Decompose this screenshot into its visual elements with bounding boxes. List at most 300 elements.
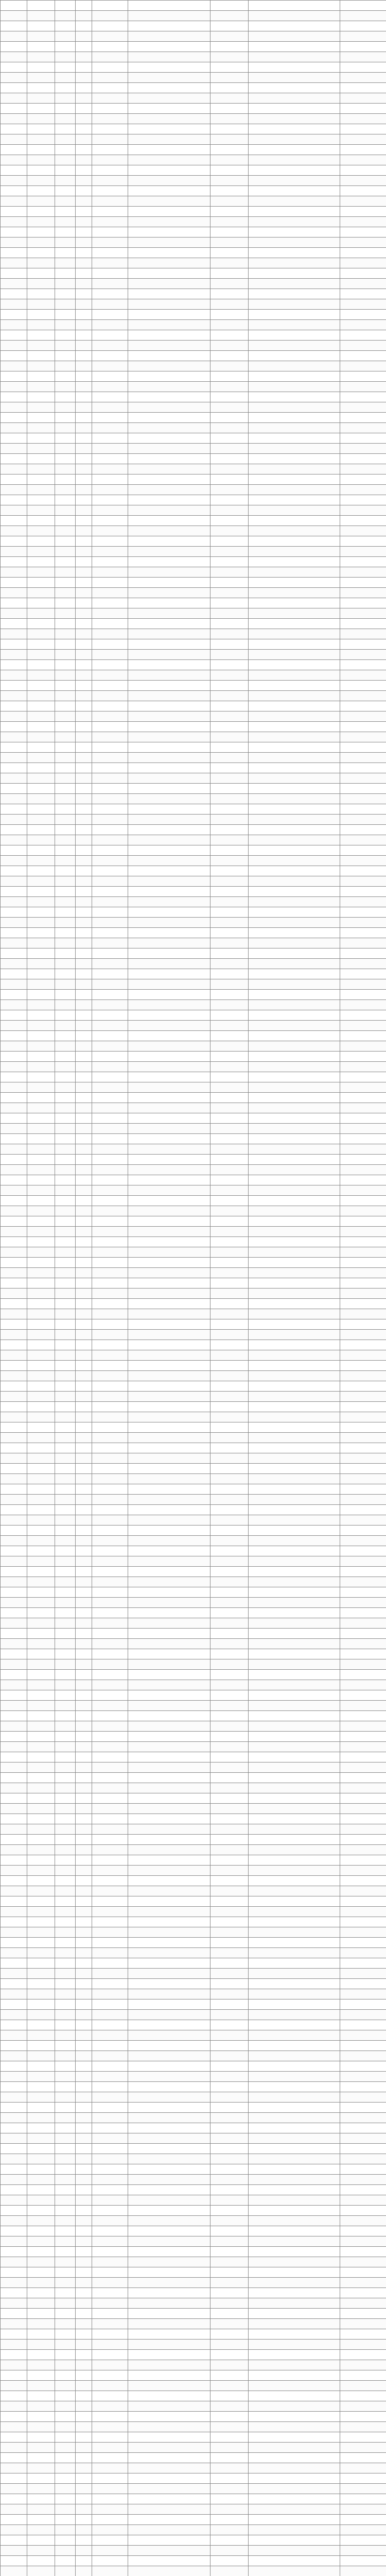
year-cell — [55, 742, 76, 753]
village-cell — [210, 104, 249, 114]
category-cell — [249, 2381, 340, 2391]
district-cell — [27, 567, 55, 578]
year-cell — [55, 1464, 76, 1474]
category-cell — [249, 268, 340, 279]
record-no-cell — [1, 341, 27, 351]
record-no-cell — [1, 1124, 27, 1134]
table-row — [1, 1464, 386, 1474]
name-cell — [92, 1453, 128, 1464]
category-cell — [249, 1247, 340, 1258]
category-cell — [249, 433, 340, 444]
amount-cell — [340, 2288, 386, 2298]
id-number-cell — [128, 794, 210, 804]
district-cell — [27, 2072, 55, 2082]
year-cell — [55, 691, 76, 701]
year-cell — [55, 1608, 76, 1618]
year-cell — [55, 1474, 76, 1484]
table-row — [1, 1546, 386, 1556]
table-row — [1, 1361, 386, 1371]
amount-cell — [340, 1309, 386, 1319]
code-cell — [76, 1876, 92, 1886]
village-cell — [210, 2288, 249, 2298]
village-cell — [210, 2278, 249, 2288]
category-cell — [249, 825, 340, 835]
code-cell — [76, 1484, 92, 1495]
amount-cell — [340, 619, 386, 629]
village-cell — [210, 1835, 249, 1845]
code-cell — [76, 2432, 92, 2443]
code-cell — [76, 2401, 92, 2412]
id-number-cell — [128, 1938, 210, 1948]
district-cell — [27, 1917, 55, 1927]
district-cell — [27, 2195, 55, 2206]
district-cell — [27, 505, 55, 516]
name-cell — [92, 42, 128, 52]
amount-cell — [340, 1237, 386, 1247]
name-cell — [92, 2020, 128, 2030]
table-row — [1, 1969, 386, 1979]
category-cell — [249, 2061, 340, 2072]
category-cell — [249, 1196, 340, 1206]
record-no-cell — [1, 1907, 27, 1917]
record-no-cell — [1, 1453, 27, 1464]
name-cell — [92, 2432, 128, 2443]
record-no-cell — [1, 134, 27, 145]
district-cell — [27, 2298, 55, 2309]
name-cell — [92, 2391, 128, 2401]
village-cell — [210, 1031, 249, 1041]
district-cell — [27, 1165, 55, 1175]
table-row — [1, 598, 386, 608]
year-cell — [55, 753, 76, 763]
amount-cell — [340, 928, 386, 938]
name-cell — [92, 1989, 128, 1999]
id-number-cell — [128, 2443, 210, 2453]
village-cell — [210, 1886, 249, 1896]
year-cell — [55, 2267, 76, 2278]
id-number-cell — [128, 578, 210, 588]
name-cell — [92, 1216, 128, 1227]
amount-cell — [340, 660, 386, 670]
amount-cell — [340, 2236, 386, 2247]
code-cell — [76, 2103, 92, 2113]
category-cell — [249, 804, 340, 815]
amount-cell — [340, 1278, 386, 1289]
district-cell — [27, 2515, 55, 2525]
name-cell — [92, 1742, 128, 1752]
amount-cell — [340, 1155, 386, 1165]
id-number-cell — [128, 1948, 210, 1958]
record-no-cell — [1, 2288, 27, 2298]
name-cell — [92, 1350, 128, 1361]
district-cell — [27, 1021, 55, 1031]
district-cell — [27, 2092, 55, 2103]
table-row — [1, 815, 386, 825]
name-cell — [92, 516, 128, 526]
category-cell — [249, 1443, 340, 1453]
year-cell — [55, 804, 76, 815]
amount-cell — [340, 1340, 386, 1350]
name-cell — [92, 2288, 128, 2298]
record-no-cell — [1, 1505, 27, 1515]
record-no-cell — [1, 1371, 27, 1381]
category-cell — [249, 2453, 340, 2463]
id-number-cell — [128, 1319, 210, 1330]
category-cell — [249, 2515, 340, 2525]
record-no-cell — [1, 207, 27, 217]
village-cell — [210, 2298, 249, 2309]
village-cell — [210, 1536, 249, 1546]
record-no-cell — [1, 330, 27, 341]
village-cell — [210, 979, 249, 990]
village-cell — [210, 1938, 249, 1948]
table-row — [1, 1505, 386, 1515]
year-cell — [55, 732, 76, 742]
village-cell — [210, 42, 249, 52]
village-cell — [210, 536, 249, 547]
table-row — [1, 93, 386, 104]
amount-cell — [340, 2473, 386, 2484]
id-number-cell — [128, 2401, 210, 2412]
table-row — [1, 557, 386, 567]
name-cell — [92, 495, 128, 505]
amount-cell — [340, 1804, 386, 1814]
amount-cell — [340, 1392, 386, 1402]
record-no-cell — [1, 1185, 27, 1196]
code-cell — [76, 608, 92, 619]
code-cell — [76, 1639, 92, 1649]
record-no-cell — [1, 93, 27, 104]
id-number-cell — [128, 485, 210, 495]
year-cell — [55, 1845, 76, 1855]
record-no-cell — [1, 722, 27, 732]
record-no-cell — [1, 1165, 27, 1175]
village-cell — [210, 114, 249, 124]
name-cell — [92, 2144, 128, 2154]
amount-cell — [340, 2123, 386, 2133]
name-cell — [92, 1041, 128, 1052]
code-cell — [76, 1969, 92, 1979]
village-cell — [210, 2422, 249, 2432]
village-cell — [210, 2123, 249, 2133]
amount-cell — [340, 2195, 386, 2206]
table-row — [1, 784, 386, 794]
category-cell — [249, 134, 340, 145]
id-number-cell — [128, 2535, 210, 2546]
code-cell — [76, 134, 92, 145]
amount-cell — [340, 1072, 386, 1082]
category-cell — [249, 1185, 340, 1196]
name-cell — [92, 691, 128, 701]
name-cell — [92, 1371, 128, 1381]
table-row — [1, 2350, 386, 2360]
district-cell — [27, 2370, 55, 2381]
code-cell — [76, 2288, 92, 2298]
village-cell — [210, 1618, 249, 1629]
table-row — [1, 1247, 386, 1258]
record-no-cell — [1, 2267, 27, 2278]
amount-cell — [340, 1762, 386, 1773]
village-cell — [210, 1608, 249, 1618]
id-number-cell — [128, 1670, 210, 1680]
code-cell — [76, 2484, 92, 2494]
district-cell — [27, 1979, 55, 1989]
id-number-cell — [128, 907, 210, 918]
table-row — [1, 1392, 386, 1402]
district-cell — [27, 639, 55, 650]
year-cell — [55, 784, 76, 794]
amount-cell — [340, 1206, 386, 1216]
table-row — [1, 1103, 386, 1113]
record-no-cell — [1, 1835, 27, 1845]
category-cell — [249, 1546, 340, 1556]
name-cell — [92, 1958, 128, 1969]
record-no-cell — [1, 691, 27, 701]
table-row — [1, 2432, 386, 2443]
village-cell — [210, 1742, 249, 1752]
id-number-cell — [128, 2329, 210, 2340]
table-row — [1, 320, 386, 330]
village-cell — [210, 2267, 249, 2278]
record-no-cell — [1, 1515, 27, 1526]
year-cell — [55, 2154, 76, 2164]
code-cell — [76, 2154, 92, 2164]
village-cell — [210, 1185, 249, 1196]
district-cell — [27, 1392, 55, 1402]
category-cell — [249, 2185, 340, 2195]
amount-cell — [340, 1639, 386, 1649]
amount-cell — [340, 918, 386, 928]
village-cell — [210, 1062, 249, 1072]
district-cell — [27, 1412, 55, 1422]
record-no-cell — [1, 21, 27, 31]
year-cell — [55, 1165, 76, 1175]
code-cell — [76, 2123, 92, 2133]
district-cell — [27, 1546, 55, 1556]
id-number-cell — [128, 2370, 210, 2381]
id-number-cell — [128, 1041, 210, 1052]
year-cell — [55, 536, 76, 547]
village-cell — [210, 1629, 249, 1639]
category-cell — [249, 711, 340, 722]
code-cell — [76, 2144, 92, 2154]
year-cell — [55, 382, 76, 392]
code-cell — [76, 1886, 92, 1896]
id-number-cell — [128, 52, 210, 62]
table-row — [1, 1371, 386, 1381]
code-cell — [76, 1175, 92, 1185]
amount-cell — [340, 753, 386, 763]
village-cell — [210, 773, 249, 784]
id-number-cell — [128, 722, 210, 732]
category-cell — [249, 1474, 340, 1484]
name-cell — [92, 1, 128, 11]
code-cell — [76, 1989, 92, 1999]
name-cell — [92, 1855, 128, 1866]
category-cell — [249, 2113, 340, 2123]
amount-cell — [340, 1103, 386, 1113]
name-cell — [92, 124, 128, 134]
year-cell — [55, 2041, 76, 2051]
table-row — [1, 1824, 386, 1835]
record-no-cell — [1, 2030, 27, 2041]
table-row — [1, 134, 386, 145]
year-cell — [55, 1299, 76, 1309]
category-cell — [249, 2020, 340, 2030]
district-cell — [27, 1969, 55, 1979]
district-cell — [27, 1422, 55, 1433]
amount-cell — [340, 526, 386, 536]
village-cell — [210, 1278, 249, 1289]
village-cell — [210, 701, 249, 711]
code-cell — [76, 526, 92, 536]
code-cell — [76, 2319, 92, 2329]
record-no-cell — [1, 217, 27, 227]
code-cell — [76, 1206, 92, 1216]
year-cell — [55, 1659, 76, 1670]
table-row — [1, 959, 386, 969]
category-cell — [249, 2422, 340, 2432]
table-row — [1, 1278, 386, 1289]
category-cell — [249, 2030, 340, 2041]
table-row — [1, 918, 386, 928]
code-cell — [76, 1948, 92, 1958]
record-no-cell — [1, 1464, 27, 1474]
district-cell — [27, 2556, 55, 2566]
code-cell — [76, 392, 92, 402]
district-cell — [27, 268, 55, 279]
name-cell — [92, 1175, 128, 1185]
record-no-cell — [1, 1876, 27, 1886]
district-cell — [27, 1587, 55, 1598]
name-cell — [92, 1330, 128, 1340]
category-cell — [249, 1814, 340, 1824]
table-row — [1, 21, 386, 31]
id-number-cell — [128, 887, 210, 897]
table-row — [1, 1309, 386, 1319]
name-cell — [92, 2103, 128, 2113]
id-number-cell — [128, 413, 210, 423]
year-cell — [55, 1989, 76, 1999]
year-cell — [55, 2432, 76, 2443]
amount-cell — [340, 268, 386, 279]
year-cell — [55, 392, 76, 402]
table-row — [1, 650, 386, 660]
category-cell — [249, 979, 340, 990]
village-cell — [210, 2061, 249, 2072]
amount-cell — [340, 1556, 386, 1567]
table-row — [1, 289, 386, 299]
category-cell — [249, 423, 340, 433]
category-cell — [249, 1742, 340, 1752]
amount-cell — [340, 2144, 386, 2154]
name-cell — [92, 1680, 128, 1690]
amount-cell — [340, 876, 386, 887]
code-cell — [76, 773, 92, 784]
table-row — [1, 701, 386, 711]
record-no-cell — [1, 784, 27, 794]
village-cell — [210, 1515, 249, 1526]
district-cell — [27, 2463, 55, 2473]
table-row — [1, 2298, 386, 2309]
category-cell — [249, 1124, 340, 1134]
amount-cell — [340, 1701, 386, 1711]
record-no-cell — [1, 145, 27, 155]
record-no-cell — [1, 2298, 27, 2309]
amount-cell — [340, 2020, 386, 2030]
year-cell — [55, 1907, 76, 1917]
name-cell — [92, 742, 128, 753]
village-cell — [210, 722, 249, 732]
village-cell — [210, 567, 249, 578]
id-number-cell — [128, 1567, 210, 1577]
category-cell — [249, 2319, 340, 2329]
name-cell — [92, 1598, 128, 1608]
record-no-cell — [1, 1196, 27, 1206]
name-cell — [92, 1670, 128, 1680]
year-cell — [55, 1144, 76, 1155]
amount-cell — [340, 2226, 386, 2236]
table-row — [1, 990, 386, 1000]
district-cell — [27, 1793, 55, 1804]
year-cell — [55, 1412, 76, 1422]
village-cell — [210, 1381, 249, 1392]
id-number-cell — [128, 948, 210, 959]
name-cell — [92, 835, 128, 845]
code-cell — [76, 2185, 92, 2195]
district-cell — [27, 402, 55, 413]
category-cell — [249, 2443, 340, 2453]
id-number-cell — [128, 1896, 210, 1907]
village-cell — [210, 134, 249, 145]
category-cell — [249, 928, 340, 938]
id-number-cell — [128, 2072, 210, 2082]
year-cell — [55, 1237, 76, 1247]
record-no-cell — [1, 1093, 27, 1103]
name-cell — [92, 2195, 128, 2206]
category-cell — [249, 83, 340, 93]
code-cell — [76, 619, 92, 629]
village-cell — [210, 1155, 249, 1165]
id-number-cell — [128, 2257, 210, 2267]
name-cell — [92, 2401, 128, 2412]
record-no-cell — [1, 1010, 27, 1021]
amount-cell — [340, 1062, 386, 1072]
code-cell — [76, 2329, 92, 2340]
name-cell — [92, 1577, 128, 1587]
table-row — [1, 2278, 386, 2288]
village-cell — [210, 2051, 249, 2061]
code-cell — [76, 763, 92, 773]
name-cell — [92, 155, 128, 165]
record-no-cell — [1, 1958, 27, 1969]
amount-cell — [340, 2515, 386, 2525]
id-number-cell — [128, 2133, 210, 2144]
record-no-cell — [1, 186, 27, 196]
village-cell — [210, 2309, 249, 2319]
table-row — [1, 1041, 386, 1052]
year-cell — [55, 2020, 76, 2030]
district-cell — [27, 1453, 55, 1464]
year-cell — [55, 681, 76, 691]
village-cell — [210, 2164, 249, 2175]
record-no-cell — [1, 1969, 27, 1979]
district-cell — [27, 1526, 55, 1536]
amount-cell — [340, 701, 386, 711]
name-cell — [92, 2133, 128, 2144]
id-number-cell — [128, 1278, 210, 1289]
amount-cell — [340, 289, 386, 299]
